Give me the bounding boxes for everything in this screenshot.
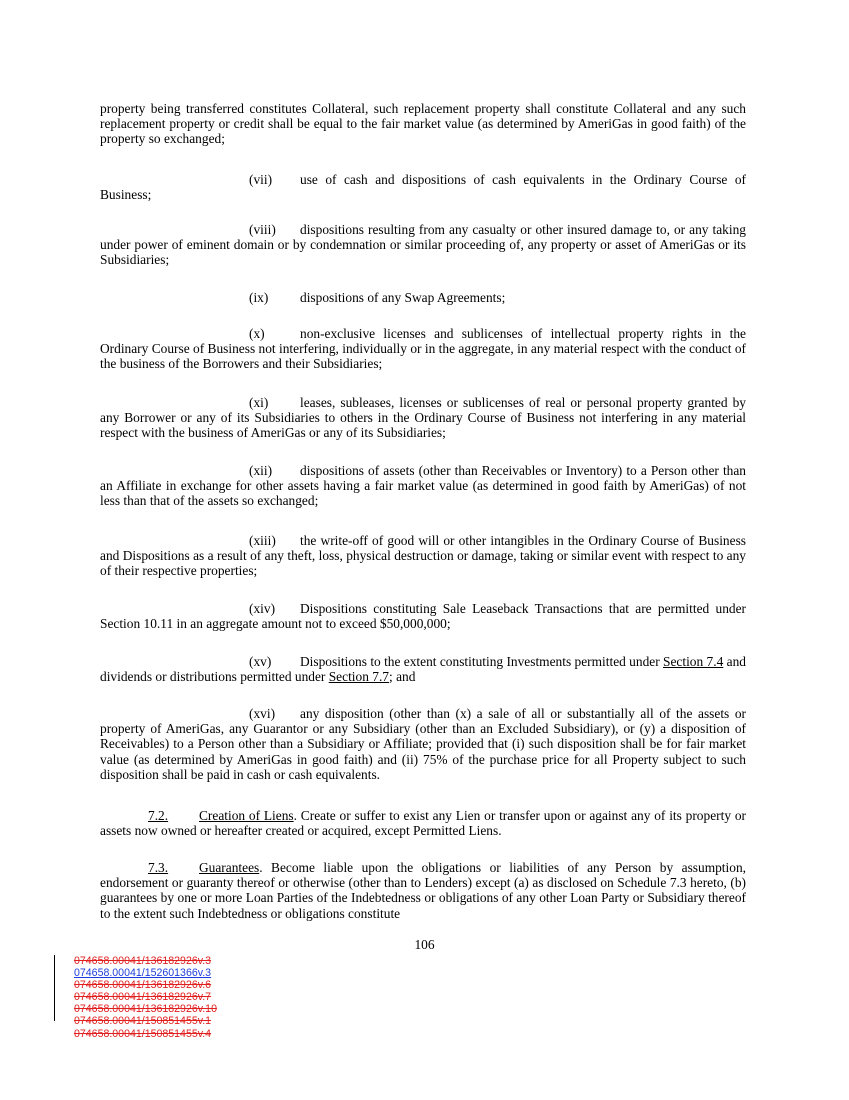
doc-id-deleted: 074658.00041/136182926v.10 <box>74 1003 217 1016</box>
doc-id-deleted: 074658.00041/150851455v.4 <box>74 1027 212 1040</box>
clause-number: (xii) <box>249 463 273 478</box>
paragraph-continuation: property being transferred constitutes Collateral, such replacement property shall constitute Collateral and any such replacement property or credit shall be equal to the fair market value (as determined by AmeriGas in good faith) of the property so exchanged; <box>100 101 746 147</box>
doc-id-inserted: 074658.00041/152601366v.3 <box>74 967 212 980</box>
page-number: 106 <box>414 937 435 952</box>
clause-number: (xi) <box>249 395 269 410</box>
clause-number: (vii) <box>249 172 273 187</box>
clause-number: (xvi) <box>249 706 276 721</box>
section-7-2: 7.2. Creation of Liens. Create or suffer to exist any Lien or transfer upon or against any of its property or assets now owned or hereafter created or acquired, except Permitted Liens. <box>100 808 746 839</box>
clause-x: (x) non-exclusive licenses and sublicenses of intellectual property rights in the Ordinary Course of Business not interfering, individually or in the aggregate, in any material respect with the conduct of the business of the Borrowers and their Subsidiaries; <box>100 326 746 372</box>
document-id-footer <box>74 955 217 1040</box>
clause-number: (ix) <box>249 290 269 305</box>
section-7-4-link[interactable]: Section 7.4 <box>663 654 724 669</box>
clause-viii: (viii) dispositions resulting from any casualty or other insured damage to, or any taking under power of eminent domain or by condemnation or similar proceeding of, any property or asset of AmeriGas or its Subsidiaries; <box>100 222 746 268</box>
section-number: 7.2. <box>148 808 169 823</box>
clause-number: (viii) <box>249 222 276 237</box>
change-bar <box>54 955 55 1021</box>
section-7-7-link[interactable]: Section 7.7 <box>328 669 389 685</box>
clause-number: (xiv) <box>249 601 276 616</box>
clause-number: (xv) <box>249 654 272 669</box>
clause-ix: (ix) dispositions of any Swap Agreements; <box>249 290 506 305</box>
section-title: Creation of Liens <box>199 808 294 823</box>
clause-xiv: (xiv) Dispositions constituting Sale Leaseback Transactions that are permitted under Section 10.11 in an aggregate amount not to exceed $50,000,000; <box>100 601 746 632</box>
clause-xii: (xii) dispositions of assets (other than Receivables or Inventory) to a Person other than an Affiliate in exchange for other assets having a fair market value (as determined in good faith by AmeriGas) of not less than that of the assets so exchanged; <box>100 463 746 509</box>
clause-xi: (xi) leases, subleases, licenses or sublicenses of real or personal property granted by any Borrower or any of its Subsidiaries to others in the Ordinary Course of Business not interfering in any material respect with the business of AmeriGas or any of its Subsidiaries; <box>100 395 746 441</box>
clause-xv: (xv) Dispositions to the extent constituting Investments permitted under Section 7.4 and dividends or distributions permitted under Section 7.7; and <box>100 654 746 685</box>
section-7-3: 7.3. Guarantees. Become liable upon the obligations or liabilities of any Person by assumption, endorsement or guaranty thereof or otherwise (other than to Lenders) except (a) as disclosed on Schedule 7.3 hereto, (b) guarantees by one or more Loan Parties of the Indebtedness or obligations of any other Loan Party or Subsidiary thereof to the extent such Indebtedness or obligations constitute <box>100 860 746 921</box>
clause-number: (x) <box>249 326 265 341</box>
section-title: Guarantees <box>199 860 260 875</box>
doc-id-deleted: 074658.00041/136182926v.3 <box>74 955 212 967</box>
doc-id-deleted: 074658.00041/150851455v.1 <box>74 1015 212 1028</box>
clause-number: (xiii) <box>249 533 276 548</box>
doc-id-deleted: 074658.00041/136182926v.6 <box>74 979 212 992</box>
clause-xvi: (xvi) any disposition (other than (x) a sale of all or substantially all of the assets or property of AmeriGas, any Guarantor or any Subsidiary (other than an Excluded Subsidiary), or (y) a disposition of Receivables) to a Person other than a Subsidiary or Affiliate; provided that (i) such disposition shall be for fair market value (as determined by AmeriGas in good faith) and (ii) 75% of the purchase price for all Property subject to such disposition shall be paid in cash or cash equivalents. <box>100 706 746 782</box>
clause-vii: (vii) use of cash and dispositions of cash equivalents in the Ordinary Course of Business; <box>100 172 746 203</box>
section-number: 7.3. <box>148 860 169 875</box>
doc-id-deleted: 074658.00041/136182926v.7 <box>74 991 212 1004</box>
clause-xiii: (xiii) the write-off of good will or other intangibles in the Ordinary Course of Business and Dispositions as a result of any theft, loss, physical destruction or damage, taking or similar event with respect to any of their respective properties; <box>100 533 746 579</box>
